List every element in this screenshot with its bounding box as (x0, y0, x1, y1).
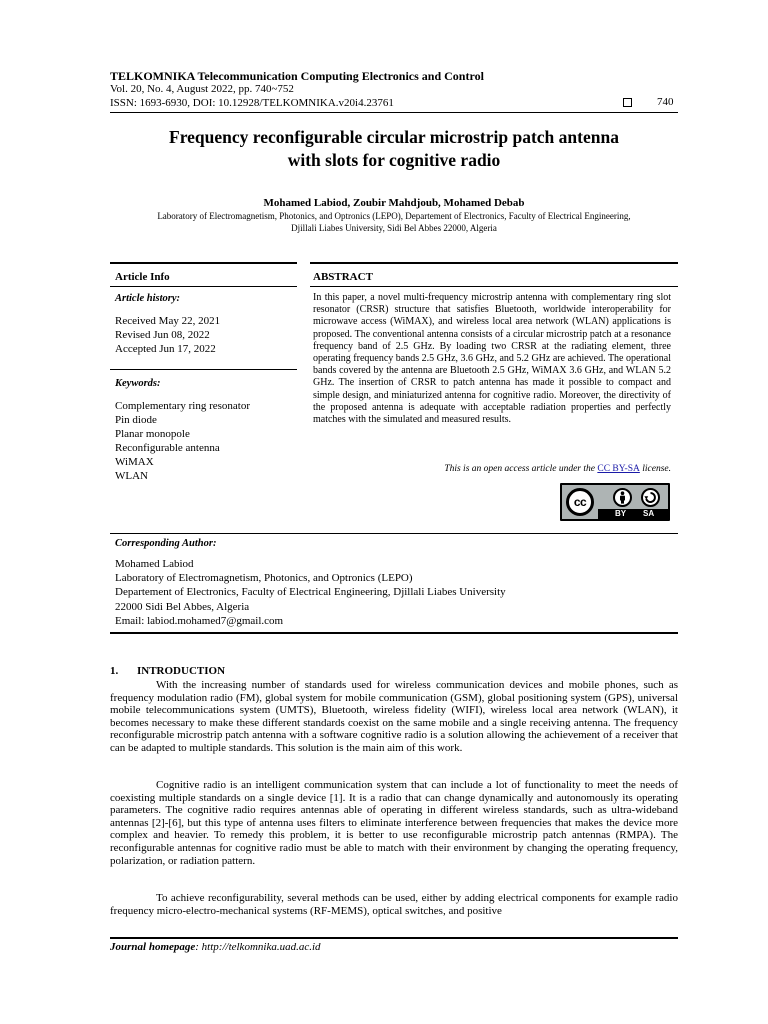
section-title: INTRODUCTION (137, 665, 226, 677)
badge-sa-label: SA (643, 509, 655, 518)
article-history-heading: Article history: (115, 293, 181, 304)
keyword-item: WiMAX (115, 456, 154, 468)
section-number: 1. (110, 665, 119, 677)
keywords-heading: Keywords: (115, 378, 161, 389)
homepage-url[interactable]: : http://telkomnika.uad.ac.id (195, 941, 321, 953)
person-icon (613, 488, 632, 507)
article-info-top-rule (110, 262, 297, 264)
section-heading-introduction (110, 665, 225, 677)
keywords-list (115, 399, 250, 483)
share-alike-icon (641, 488, 660, 507)
abstract-top-rule (310, 262, 678, 264)
history-received: Received May 22, 2021 (115, 315, 221, 327)
affiliation (110, 211, 678, 234)
license-prefix: This is an open access article under the (444, 464, 598, 474)
history-revised: Revised Jun 08, 2022 (115, 329, 210, 341)
article-history-list (115, 314, 220, 356)
corresponding-rule (110, 533, 678, 534)
paragraph-text: To achieve reconfigurability, several methods can be used, either by adding electrical components for example radio frequency micro-electro-mechanical systems (RF-MEMS), optical switches, and positive (110, 892, 678, 917)
issn-doi: ISSN: 1693-6930, DOI: 10.12928/TELKOMNIKA.v20i4.23761 (110, 97, 394, 109)
abstract-text: In this paper, a novel multi-frequency microstrip antenna with complementary ring slot resonator (CRSR) structure that satisfies Bluetooth, worldwide interoperability for microwave access (WiMAX), and wireless local area network (WLAN) applications is proposed. The conventional antenna consists of a circular microstrip patch at a resonance frequency band of 2.5 GHz. By loading two CRSR at the radiating element, three operating frequency bands 2.5 GHz, 3.6 GHz, and 5.2 GHz are achieved. The operational bands covered by the antenna are Bluetooth 2.5 GHz, WiMAX 3.6 GHz, and WLAN 5.2 GHz. The insertion of CRSR to patch antenna has made it possible to compact and simple design, and miniaturized antenna for cognitive radio. Moreover, the directivity of the proposed antenna is adequate with acceptable radiation properties and perfectly matches with the simulated and measured results. (313, 292, 671, 426)
paragraph-text: With the increasing number of standards used for wireless communication devices and mobile phones, such as frequency modulation radio (FM), global system for mobile communication (GSM), global positioning system (GPS), universal mobile telecommunications system (UMTS), Bluetooth, wireless fidelity (WIFI), wireless local area network (WLAN), it becomes necessary to make these different standards coexist on the same mobile and a single receiving antenna. The frequency reconfigurable microstrip patch antenna with a software cognitive radio is a solution allowing the achievement of a receiver that can be adapted to multiple standards. This solution is the main aim of this work. (110, 679, 678, 754)
cc-badge-inner (562, 485, 668, 519)
license-suffix: license. (639, 464, 671, 474)
keyword-item: Reconfigurable antenna (115, 442, 220, 454)
affiliation-line-1: Laboratory of Electromagnetism, Photonics, and Optronics (LEPO), Departement of Electronics, Faculty of Electrical Engineering, (157, 211, 631, 221)
license-note (313, 464, 671, 474)
corresponding-dept: Departement of Electronics, Faculty of Electrical Engineering, Djillali Liabes University (115, 586, 506, 599)
paragraph-text: Cognitive radio is an intelligent communication system that can include a lot of functionality to meet the needs of coexisting multiple standards on a single device [1]. It is a radio that can change dynamically and autonomously its operating parameters. The cognitive radio requires antennas able of operating in different wireless standards, such as ultra-wideband antennas [2]-[6], but this type of antenna uses filters to eliminate interference between frequencies that makes the device more complex and heavier. To remedy this problem, it is better to use reconfigurable microstrip patch antennas (RMPA). The reconfigurable antennas for cognitive radio must be able to match with their environment by changing the operating frequency, polarization, or radiation pattern. (110, 779, 678, 867)
keyword-item: Complementary ring resonator (115, 400, 251, 412)
intro-paragraph-1 (110, 679, 678, 755)
cc-label-bar (598, 509, 668, 519)
corresponding-bottom-rule (110, 632, 678, 634)
title-line-1: Frequency reconfigurable circular microstrip patch antenna (169, 127, 619, 147)
corresponding-heading: Corresponding Author: (115, 538, 217, 549)
title-line-2: with slots for cognitive radio (287, 150, 501, 170)
person-icon-svg (617, 491, 628, 504)
footer-divider (110, 937, 678, 939)
intro-paragraph-2 (110, 779, 678, 867)
cc-by-sa-badge[interactable] (560, 483, 670, 521)
article-info-rule (110, 286, 297, 287)
article-info-heading: Article Info (115, 271, 170, 283)
affiliation-line-2: Djillali Liabes University, Sidi Bel Abbes 22000, Algeria (291, 222, 497, 233)
page-number: 740 (657, 96, 674, 108)
corresponding-lab: Laboratory of Electromagnetism, Photonics, and Optronics (LEPO) (115, 572, 413, 585)
share-alike-icon-svg (644, 491, 657, 504)
history-accepted: Accepted Jun 17, 2022 (115, 343, 216, 355)
keyword-item: Planar monopole (115, 428, 190, 440)
abstract-heading: ABSTRACT (313, 271, 373, 283)
corresponding-details (115, 557, 506, 628)
badge-by-label: BY (615, 509, 627, 518)
keyword-item: WLAN (115, 470, 148, 482)
header-divider (110, 112, 678, 113)
paper-title (110, 126, 678, 172)
volume-info: Vol. 20, No. 4, August 2022, pp. 740~752 (110, 83, 294, 95)
square-icon (623, 98, 632, 107)
license-link[interactable]: CC BY-SA (597, 464, 640, 474)
intro-paragraph-3 (110, 892, 678, 917)
authors: Mohamed Labiod, Zoubir Mahdjoub, Mohamed Debab (263, 197, 525, 209)
keyword-item: Pin diode (115, 414, 157, 426)
cc-logo-icon: cc (566, 488, 594, 516)
homepage-label: Journal homepage (110, 941, 196, 953)
journal-homepage (110, 941, 321, 953)
keywords-rule (110, 369, 297, 370)
corresponding-name: Mohamed Labiod (115, 558, 194, 570)
corresponding-city: 22000 Sidi Bel Abbes, Algeria (115, 600, 250, 613)
corresponding-email: Email: labiod.mohamed7@gmail.com (115, 614, 284, 627)
journal-name: TELKOMNIKA Telecommunication Computing Electronics and Control (110, 69, 484, 83)
abstract-rule (310, 286, 678, 287)
